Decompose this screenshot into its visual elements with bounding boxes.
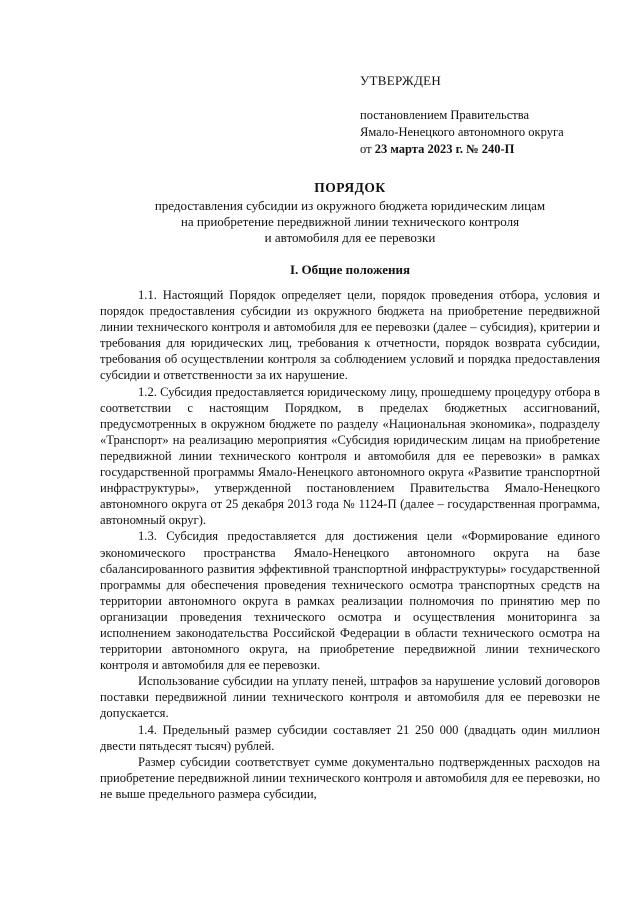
document-type: ПОРЯДОК [314,180,386,195]
approval-date [360,141,630,158]
document-body [100,287,600,802]
title-line-3: и автомобиля для ее перевозки [264,230,436,245]
paragraph-1-4: 1.4. Предельный размер субсидии составляет 21 250 000 (двадцать один миллион двести пятьдесят тысяч) рублей. [100,722,600,753]
paragraph-1-3: 1.3. Субсидия предоставляется для достижения цели «Формирование единого экономического пространства Ямало-Ненецкого автономного округа на базе сбалансированного развития эффективной транспортной инфраструктуры» государственной программы для обеспечения проведения технического осмотра транспортных средств на территории автономного округа в рамках реализации полномочия по принятию мер по организации проведения технического осмотра и осуществления мониторинга за исполнением законодательства Российской Федерации в области технического осмотра на территории автономного округа, на приобретение передвижной линии технического контроля и автомобиля для ее перевозки. [100,529,600,673]
paragraph-1-3-note: Использование субсидии на уплату пеней, штрафов за нарушение условий договоров поставки передвижной линии технического контроля и автомобиля для ее перевозки не допускается. [100,674,600,721]
approval-stamp [360,72,630,158]
section-heading: I. Общие положения [290,262,410,277]
approval-date-prefix: от [360,142,375,156]
approval-line-2: Ямало-Ненецкого автономного округа [360,125,564,139]
paragraph-1-4-note: Размер субсидии соответствует сумме документально подтвержденных расходов на приобретение передвижной линии технического контроля и автомобиля для ее перевозки, но не выше предельного размера субсидии, [100,754,600,801]
approval-line-1: постановлением Правительства [360,108,530,122]
paragraph-1-1: 1.1. Настоящий Порядок определяет цели, порядок проведения отбора, условия и порядок предоставления субсидии из окружного бюджета на приобретение передвижной линии технического контроля и автомобиля для ее перевозки (далее – субсидия), критерии и требования для юридических лиц, требования к отчетности, порядок возврата субсидии, требования об осуществлении контроля за соблюдением условий и порядка предоставления субсидии и ответственности за их нарушение. [100,288,600,383]
title-line-2: на приобретение передвижной линии технического контроля [180,214,520,229]
approval-date-value: 23 марта 2023 г. № 240-П [374,142,515,156]
document-title [100,180,600,246]
approval-heading: УТВЕРЖДЕН [360,73,442,88]
title-line-1: предоставления субсидии из окружного бюджета юридическим лицам [154,198,546,213]
paragraph-1-2: 1.2. Субсидия предоставляется юридическому лицу, прошедшему процедуру отбора в соответствии с настоящим Порядком, в пределах бюджетных ассигнований, предусмотренных в окружном бюджете по разделу «Национальная экономика», подразделу «Транспорт» на реализацию мероприятия «Субсидия юридическим лицам на приобретение передвижной линии технического контроля и автомобиля для ее перевозки» в рамках государственной программы Ямало-Ненецкого автономного округа «Развитие транспортной инфраструктуры», утвержденной постановлением Правительства Ямало-Ненецкого автономного округа от 25 декабря 2013 года № 1124-П (далее – государственная программа, автономный округ). [100,384,600,528]
